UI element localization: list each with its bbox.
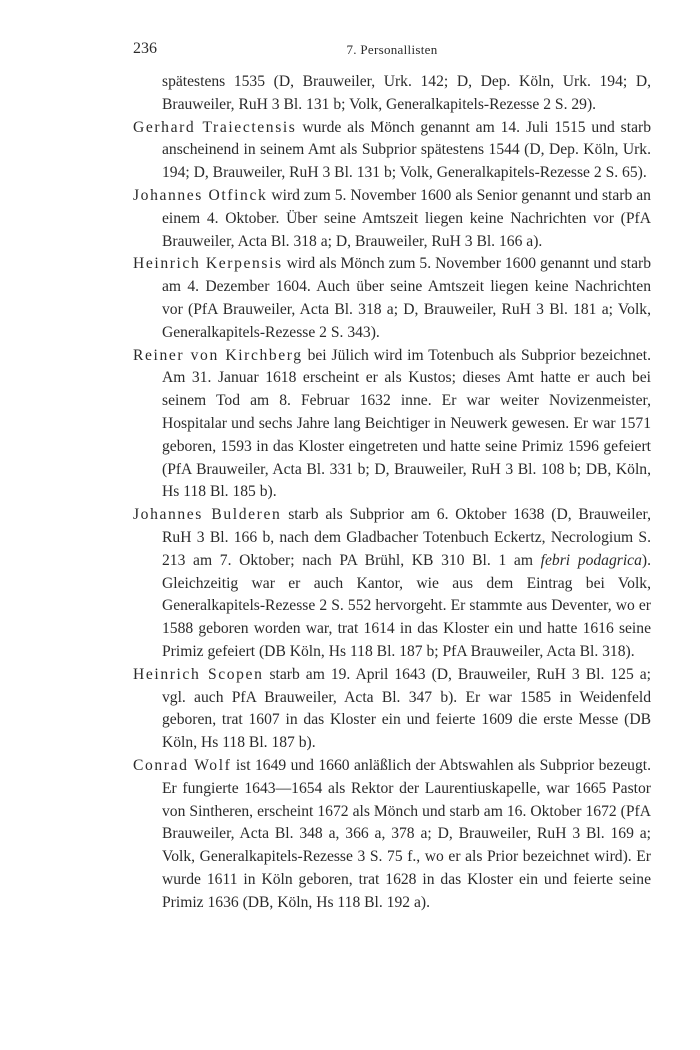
running-head: 7. Personallisten <box>346 42 438 57</box>
entry-text: starb am 19. April 1643 (D, Brauweiler, RuH 3 Bl. 125 a; vgl. auch PfA Brauweiler, Acta Bl. 347 b). Er war 1585 in Weidenfeld geboren, trat 1607 in das Kloster ein und feierte 1609 die erste Messe (DB Köln, Hs 118 Bl. 187 b). <box>162 665 652 752</box>
entry-heinrich-scopen <box>133 664 651 755</box>
entry-text: ist 1649 und 1660 anläßlich der Abtswahlen als Subprior bezeugt. Er fungierte 1643—1654 als Rektor der Laurentiuskapelle, war 1665 Pastor von Sintheren, erscheint 1672 als Mönch und starb am 16. Oktober 1672 (PfA Brauweiler, Acta Bl. 348 a, 366 a, 378 a; D, Brauweiler, RuH 3 Bl. 169 a; Volk, Generalkapitels-Rezesse 3 S. 75 f., wo er als Prior bezeichnet wird). Er wurde 1611 in Köln geboren, trat 1628 in das Kloster ein und feierte seine Primiz 1636 (DB, Köln, Hs 118 Bl. 192 a). <box>162 756 651 911</box>
entry-text: wird als Mönch zum 5. November 1600 genannt und starb am 4. Dezember 1604. Auch über seine Amtszeit liegen keine Nachrichten vor (PfA Brauweiler, Acta Bl. 318 a; D, Brauweiler, RuH 3 Bl. 181 a; Volk, Generalkapitels-Rezesse 2 S. 343). <box>162 255 651 341</box>
entry-text-after: ). Gleichzeitig war er auch Kantor, wie aus dem Eintrag bei Volk, Generalkapitels-Rezesse 2 S. 552 hervorgeht. Er stammte aus Deventer, wo er 1588 geboren worden war, trat 1614 in das Kloster ein und hatte 1616 seine Primiz gefeiert (DB Köln, Hs 118 Bl. 187 b; PfA Brauweiler, Acta Bl. 318). <box>162 551 651 660</box>
entry-name: Reiner von Kirchberg <box>133 346 303 364</box>
page-header <box>133 40 651 62</box>
entry-name: Conrad Wolf <box>133 756 232 774</box>
entry-reiner-von-kirchberg <box>133 345 651 505</box>
page-number: 236 <box>133 40 157 57</box>
entry-text: wurde als Mönch genannt am 14. Juli 1515 und starb anscheinend in seinem Amt als Subprior spätestens 1544 (D, Dep. Köln, Urk. 194; D, Brauweiler, RuH 3 Bl. 131 b; Volk, Generalkapitels-Rezesse 2 S. 65). <box>162 118 651 182</box>
entry-name: Heinrich Kerpensis <box>133 255 283 273</box>
entry-name: Johannes Bulderen <box>133 506 282 524</box>
entry-text: bei Jülich wird im Totenbuch als Subprior bezeichnet. Am 31. Januar 1618 erscheint er als Kustos; dieses Amt hatte er auch bei seinem Tod am 8. Februar 1632 inne. Er war weiter Novizenmeister, Hospitalar und sechs Jahre lang Beichtiger in Neuwerk gewesen. Er war 1571 geboren, 1593 in das Kloster eingetreten und hatte seine Primiz 1596 gefeiert (PfA Brauweiler, Acta Bl. 331 b; D, Brauweiler, RuH 3 Bl. 108 b; DB, Köln, Hs 118 Bl. 185 b). <box>162 346 651 501</box>
entry-conrad-wolf <box>133 755 651 915</box>
entry-johannes-bulderen <box>133 504 651 664</box>
entry-text: starb als Subprior am 6. Oktober 1638 (D, Brauweiler, RuH 3 Bl. 166 b, nach dem Gladbacher Totenbuch Eckertz, Necrologium S. 213 am 7. Oktober; nach PA Brühl, KB 310 Bl. 1 am <box>162 506 651 569</box>
entry-continuation <box>133 71 651 117</box>
entry-gerhard-traiectensis <box>133 117 651 185</box>
entry-johannes-otfinck <box>133 185 651 253</box>
entry-heinrich-kerpensis <box>133 253 651 344</box>
entry-name: Gerhard Traiectensis <box>133 118 297 136</box>
entry-name: Johannes Otfinck <box>133 186 268 204</box>
entry-italic-phrase: febri podagrica <box>540 551 642 569</box>
entry-text: wird zum 5. November 1600 als Senior genannt und starb an einem 4. Oktober. Über seine Amtszeit liegen keine Nachrichten vor (PfA Brauweiler, Acta Bl. 318 a; D, Brauweiler, RuH 3 Bl. 166 a). <box>162 186 651 250</box>
body-text <box>133 71 651 914</box>
entry-text: spätestens 1535 (D, Brauweiler, Urk. 142; D, Dep. Köln, Urk. 194; D, Brauweiler, RuH 3 Bl. 131 b; Volk, Generalkapitels-Rezesse 2 S. 29). <box>162 73 651 113</box>
entry-name: Heinrich Scopen <box>133 665 264 683</box>
